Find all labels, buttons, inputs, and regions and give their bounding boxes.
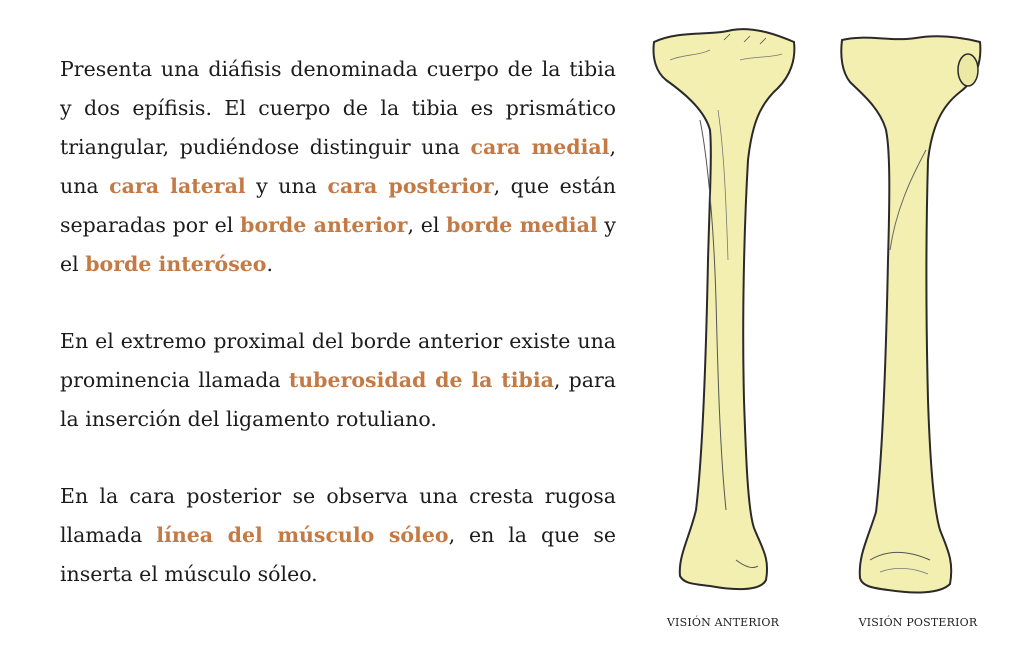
highlighted-term: borde medial: [446, 213, 598, 237]
text-segment: Presenta una diáfisis denominada cuerpo de la tibia y dos epífisis. El cuerpo de la tibia es prismático triangular, pudiéndose distinguir una: [60, 57, 616, 159]
text-segment: , una: [60, 135, 616, 198]
text-segment: , para la inserción del ligamento rotuliano.: [60, 368, 616, 431]
tibia-posterior-outline: [841, 36, 980, 592]
highlighted-term: borde interóseo: [85, 252, 267, 276]
paragraph-1: [60, 50, 616, 284]
highlighted-term: tuberosidad de la tibia: [288, 368, 554, 392]
text-segment: En el extremo proximal del borde anterior existe una prominencia llamada: [60, 329, 616, 392]
text-segment: .: [266, 252, 274, 276]
text-segment: y el: [60, 213, 616, 276]
paragraph-3: [60, 477, 616, 594]
highlighted-term: cara posterior: [327, 174, 494, 198]
text-segment: , que están separadas por el: [60, 174, 616, 237]
caption-anterior: VISIÓN ANTERIOR: [666, 616, 780, 629]
text-segment: , el: [407, 213, 447, 237]
highlighted-term: cara lateral: [109, 174, 246, 198]
caption-posterior: VISIÓN POSTERIOR: [858, 616, 978, 629]
paragraph-2: [60, 322, 616, 439]
highlighted-term: borde anterior: [240, 213, 408, 237]
highlighted-term: cara medial: [470, 135, 610, 159]
tibia-anterior-illustration: [640, 0, 810, 658]
tibia-anterior-outline: [654, 29, 795, 589]
text-segment: , en la que se inserta el músculo sóleo.: [60, 523, 616, 586]
text-segment: y una: [245, 174, 328, 198]
description-text: [60, 50, 616, 632]
tibia-posterior-illustration: [830, 0, 1000, 658]
text-segment: En la cara posterior se observa una cresta rugosa llamada: [60, 484, 616, 547]
highlighted-term: línea del músculo sóleo: [156, 523, 449, 547]
